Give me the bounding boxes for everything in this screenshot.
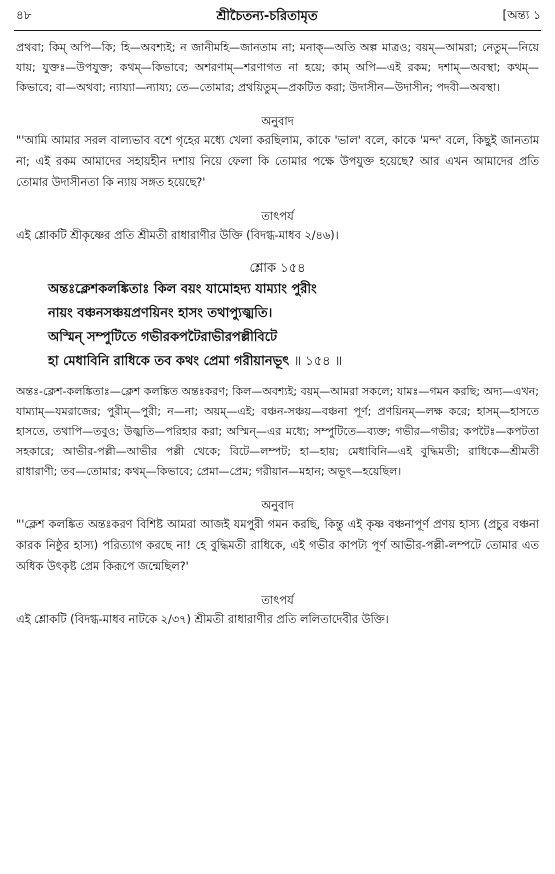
page-number: ৪৮ [16,8,32,22]
word-meanings-153: প্রথবা; কিম্ অপি—কি; হি—অবশ্যই; ন জানীমহি—জানতাম না; মনাক্—অতি অল্প মাত্রও; বয়ম্—আমরা; নেতুম্—নিয়ে যায়; যুক্তঃ—উপযুক্ত; কথম্—কিভাবে; অশরণাম্—শরণাগত না হয়ে; কাম্ অপি—এই রকম; দশাম্—অবস্থা; কথম্—কিভাবে; বা—অথবা; ন্যায্যা—ন্যায্য; তে—তোমার; প্রথয়িতুম্—প্রকটিত করা; উদাসীন—উদাসীন; পদবী—অবস্থা। [16,41,539,94]
page-content [16,38,539,630]
translation-154: "'ক্লেশ কলঙ্কিত অন্তঃকরণ বিশিষ্ট আমরা আজই যমপুরী গমন করছি, কিন্তু এই কৃষ্ণ বঞ্চনাপূর্ণ প্রণয় হাস্য (প্রচুর বঞ্চনা কারক নিষ্ঠুর হাস্য) পরিত্যাগ করছে না! হে বুদ্ধিমতী রাধিকে, এই গভীর কাপট্য পূর্ণ আভীর-পল্লী-লম্পটে তোমার এত অধিক উৎকৃষ্ট প্রেম কিরূপে জন্মেছিল?' [16,518,539,573]
running-title: শ্রীচৈতন্য-চরিতামৃত [216,8,318,24]
purport-154: এই শ্লোকটি (বিদগ্ধ-মাধব নাটকে ২/৩৭) শ্রীমতী রাধারাণীর প্রতি ললিতাদেবীর উক্তি। [16,613,389,626]
word-meanings-154: অন্তঃ-ক্লেশ-কলঙ্কিতাঃ—ক্লেশ কলঙ্কিত অন্তঃকরণ; কিল—অবশ্যই; বয়ম্—আমরা সকলে; যামঃ—গমন করছি; অদ্য—এখন; যাম্যাম্—যমরাজের; পুরীম্—পুরী; ন—না; অয়ম্—এই; বঞ্চন-সঞ্চয়—বঞ্চনা পূর্ণ; প্রণয়িনম্—লক্ষ করে; হাসম্—হাসতে হাসতে, তথাপি—তবুও; উজ্ঝতি—পরিহার করা; অস্মিন্—এর মধ্যে; সম্পুটিতে—ব্যক্ত; গভীর—গভীর; কপটৈঃ—কপটতা সহকারে; আভীর-পল্লী—আভীর পল্লী থেকে; বিটে—লম্পট; হা—হায়; মেধাবিনি—এই বুদ্ধিমতী; রাধিকে—শ্রীমতী রাধারাণী; তব—তোমার; কথম্—কিভাবে; প্রেমা—প্রেম; গরীয়ান—মহান; অভূৎ—হয়েছিল। [16,385,539,478]
purport-153: এই শ্লোকটি শ্রীকৃষ্ণের প্রতি শ্রীমতী রাধারাণীর উক্তি (বিদগ্ধ-মাধব ২/৪৬)। [16,229,339,242]
purport-heading: তাৎপর্য [261,593,294,607]
translation-heading: অনুবাদ [261,498,294,512]
verse-line: নায়ং বঞ্চনসঞ্চয়প্রণয়িনং হাসং তথাপ্যুজ্ঝতি। [48,306,273,321]
verse-line: অস্মিন্ সম্পুটিতে গভীরকপটৈরাভীরপল্লীবিটে [48,330,278,345]
purport-heading: তাৎপর্য [261,209,294,223]
verse-line-text: হা মেধাবিনি রাধিকে তব কথং প্রেমা গরীয়ানভূৎ [48,354,290,369]
translation-153: "'আমি আমার সরল বাল্যভাব বশে গৃহের মধ্যে খেলা করছিলাম, কাকে 'ভাল' বলে, কাকে 'মন্দ' বলে, কিছুই জানতাম না; এই রকম আমাদের সহায়হীন দশায় নিয়ে ফেলা কি তোমার পক্ষে উপযুক্ত হয়েছে? আর এখন আমাদের প্রতি তোমার উদাসীনতা কি ন্যায় সঙ্গত হয়েছে?' [16,134,539,189]
header-rule [14,30,541,31]
verse-line: অন্তঃক্লেশকলঙ্কিতাঃ কিল বয়ং যামোহদ্য যাম্যাং পুরীং [48,282,317,297]
translation-heading: অনুবাদ [261,114,294,128]
verse-line [16,350,539,374]
verse-heading: শ্লোক ১৫৪ [249,261,306,276]
chapter-label: [অন্ত্য ১ [502,8,541,22]
verse-number: ॥ ১৫৪ ॥ [293,354,343,369]
verse-block [16,278,539,374]
page-header [16,6,541,28]
